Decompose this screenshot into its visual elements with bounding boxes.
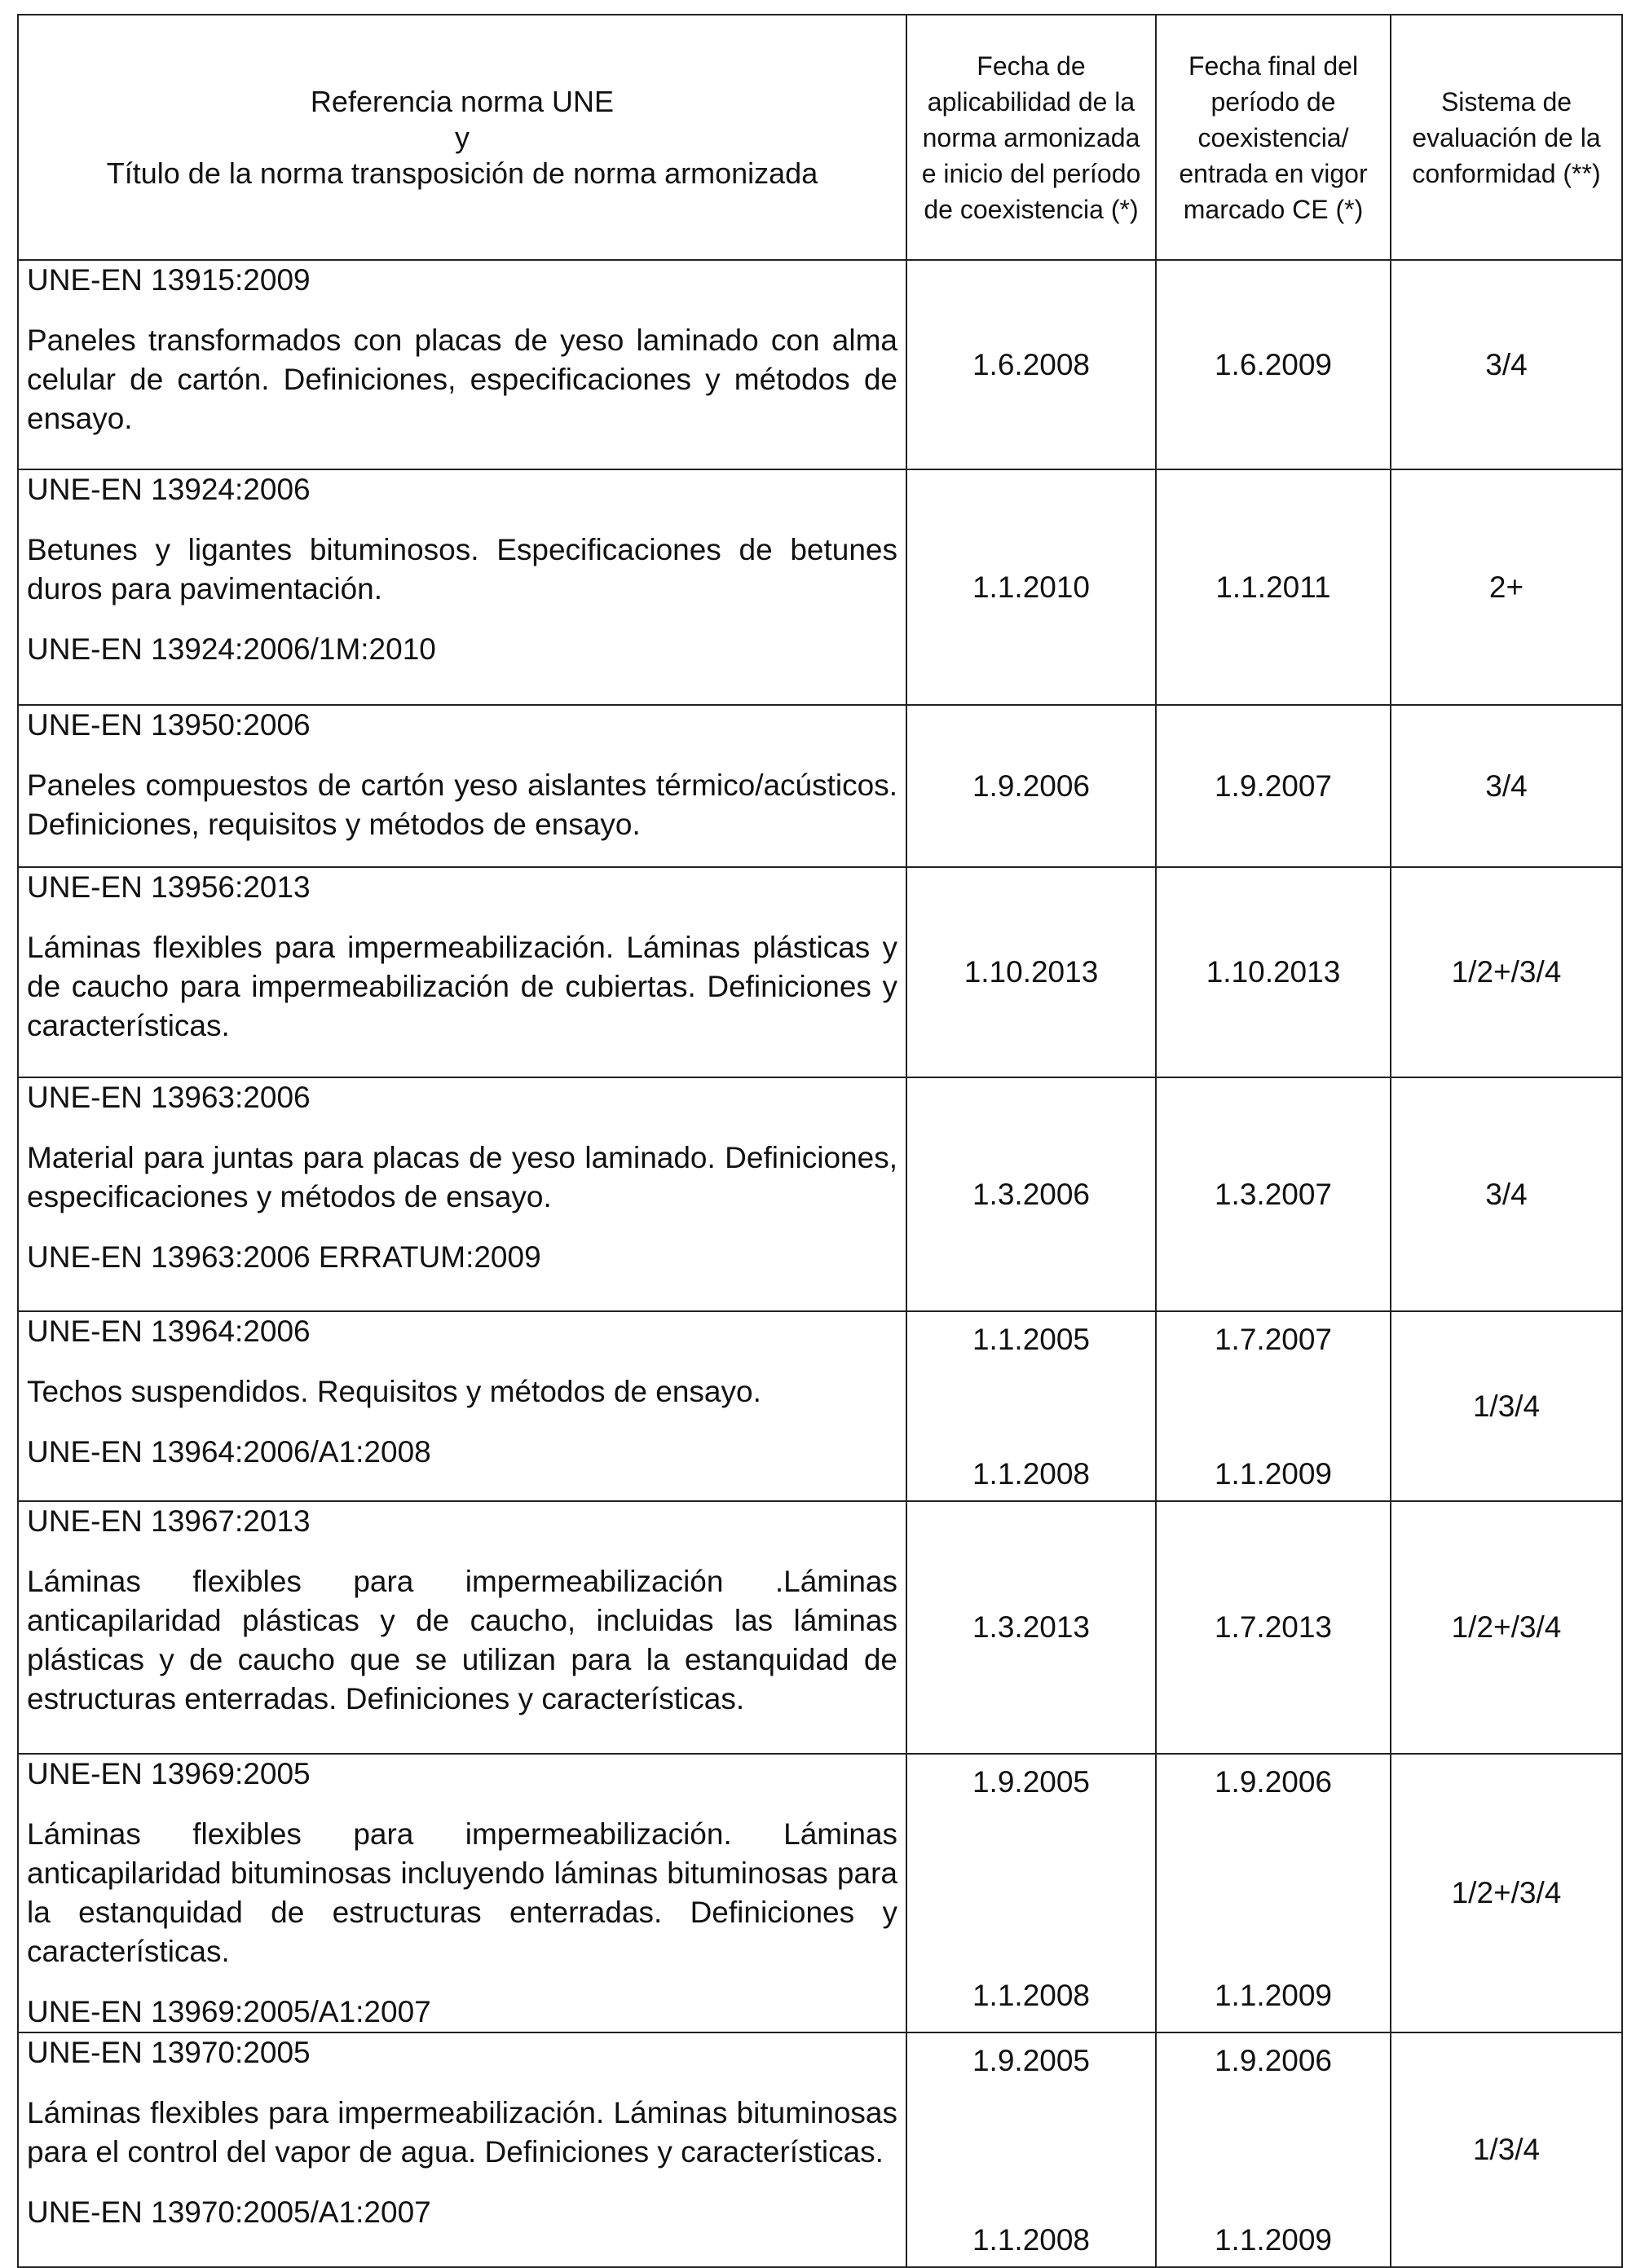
conformity-system: 1/2+/3/4 bbox=[1391, 1501, 1622, 1754]
table-row bbox=[18, 1501, 1622, 1754]
standard-reference-cell bbox=[18, 1077, 906, 1311]
table-row bbox=[18, 1077, 1622, 1311]
end-date: 1.10.2013 bbox=[1156, 867, 1391, 1077]
table-row bbox=[18, 867, 1622, 1077]
table-row bbox=[18, 1311, 1622, 1501]
header-reference bbox=[18, 15, 906, 260]
table-row bbox=[18, 705, 1622, 867]
standard-code: UNE-EN 13924:2006 bbox=[27, 473, 311, 506]
standard-reference-cell bbox=[18, 867, 906, 1077]
standard-amendment: UNE-EN 13964:2006/A1:2008 bbox=[27, 1435, 431, 1469]
start-date: 1.3.2006 bbox=[906, 1077, 1156, 1311]
end-date: 1.1.2011 bbox=[1156, 469, 1391, 705]
conformity-system: 3/4 bbox=[1391, 1077, 1622, 1311]
conformity-system: 3/4 bbox=[1391, 705, 1622, 867]
end-date: 1.7.2013 bbox=[1156, 1501, 1391, 1754]
header-reference-line3: Título de la norma transposición de norma armonizada bbox=[106, 156, 818, 190]
conformity-system: 1/3/4 bbox=[1391, 2032, 1622, 2267]
standard-title: Paneles transformados con placas de yeso laminado con alma celular de cartón. Definiciones, especificaciones y métodos de ensayo. bbox=[27, 324, 897, 435]
header-reference-line1: Referencia norma UNE bbox=[310, 84, 615, 118]
table-row bbox=[18, 1754, 1622, 2032]
start-date: 1.3.2013 bbox=[906, 1501, 1156, 1754]
end-date: 1.7.2007 bbox=[1214, 1323, 1333, 1356]
header-start-date: Fecha de aplicabilidad de la norma armonizada e inicio del período de coexistencia (*) bbox=[906, 15, 1156, 260]
standard-code: UNE-EN 13967:2013 bbox=[27, 1504, 311, 1538]
amendment-start-date: 1.1.2008 bbox=[972, 1457, 1091, 1491]
standard-title: Láminas flexibles para impermeabilización. Láminas plásticas y de caucho para impermeabilización de cubiertas. Definiciones y características. bbox=[27, 931, 897, 1042]
conformity-system: 1/3/4 bbox=[1391, 1311, 1622, 1501]
standard-code: UNE-EN 13964:2006 bbox=[27, 1315, 311, 1348]
harmonized-standards-table bbox=[17, 14, 1623, 2268]
standard-reference-cell bbox=[18, 1501, 906, 1754]
end-date: 1.9.2007 bbox=[1156, 705, 1391, 867]
standard-title: Techos suspendidos. Requisitos y métodos de ensayo. bbox=[27, 1375, 761, 1408]
end-date: 1.3.2007 bbox=[1156, 1077, 1391, 1311]
standard-reference-cell bbox=[18, 260, 906, 469]
start-date: 1.9.2006 bbox=[906, 705, 1156, 867]
amendment-end-date: 1.1.2009 bbox=[1214, 1979, 1333, 2012]
end-date: 1.9.2006 bbox=[1214, 2044, 1333, 2077]
start-date-cell bbox=[906, 2032, 1156, 2267]
table-row bbox=[18, 469, 1622, 705]
standard-title: Láminas flexibles para impermeabilización. Láminas anticapilaridad bituminosas incluyendo láminas bituminosas para la estanquidad de estructuras enterradas. Definiciones y características. bbox=[27, 1817, 897, 1968]
conformity-system: 1/2+/3/4 bbox=[1391, 867, 1622, 1077]
standard-code: UNE-EN 13969:2005 bbox=[27, 1757, 311, 1790]
standard-title: Paneles compuestos de cartón yeso aislantes térmico/acústicos. Definiciones, requisitos y métodos de ensayo. bbox=[27, 768, 897, 841]
conformity-system: 2+ bbox=[1391, 469, 1622, 705]
amendment-start-date: 1.1.2008 bbox=[972, 2223, 1091, 2257]
conformity-system: 1/2+/3/4 bbox=[1391, 1754, 1622, 2032]
end-date-cell bbox=[1156, 1754, 1391, 2032]
conformity-system: 3/4 bbox=[1391, 260, 1622, 469]
table-row bbox=[18, 2032, 1622, 2267]
standard-reference-cell bbox=[18, 705, 906, 867]
table-header-row bbox=[18, 15, 1622, 260]
standard-reference-cell bbox=[18, 469, 906, 705]
start-date: 1.10.2013 bbox=[906, 867, 1156, 1077]
standard-code: UNE-EN 13956:2013 bbox=[27, 870, 311, 904]
standard-reference-cell bbox=[18, 1754, 906, 2032]
standard-code: UNE-EN 13970:2005 bbox=[27, 2036, 311, 2069]
standard-title: Betunes y ligantes bituminosos. Especificaciones de betunes duros para pavimentación. bbox=[27, 533, 897, 606]
standard-code: UNE-EN 13950:2006 bbox=[27, 708, 311, 742]
standard-amendment: UNE-EN 13970:2005/A1:2007 bbox=[27, 2195, 431, 2229]
header-end-date: Fecha final del período de coexistencia/ entrada en vigor marcado CE (*) bbox=[1156, 15, 1391, 260]
start-date: 1.9.2005 bbox=[972, 2044, 1091, 2077]
standard-title: Láminas flexibles para impermeabilización. Láminas bituminosas para el control del vapor de agua. Definiciones y características. bbox=[27, 2096, 897, 2169]
standard-reference-cell bbox=[18, 1311, 906, 1501]
start-date-cell bbox=[906, 1754, 1156, 2032]
header-conformity-system: Sistema de evaluación de la conformidad (**) bbox=[1391, 15, 1622, 260]
start-date-cell bbox=[906, 1311, 1156, 1501]
end-date: 1.9.2006 bbox=[1214, 1765, 1333, 1799]
end-date-cell bbox=[1156, 2032, 1391, 2267]
start-date: 1.9.2005 bbox=[972, 1765, 1091, 1799]
end-date-cell bbox=[1156, 1311, 1391, 1501]
standard-title: Material para juntas para placas de yeso laminado. Definiciones, especificaciones y métodos de ensayo. bbox=[27, 1141, 897, 1213]
start-date: 1.6.2008 bbox=[906, 260, 1156, 469]
amendment-end-date: 1.1.2009 bbox=[1214, 1457, 1333, 1491]
standard-amendment: UNE-EN 13969:2005/A1:2007 bbox=[27, 1995, 431, 2028]
header-reference-line2: y bbox=[455, 120, 470, 154]
standard-amendment: UNE-EN 13963:2006 ERRATUM:2009 bbox=[27, 1240, 541, 1274]
standard-code: UNE-EN 13915:2009 bbox=[27, 263, 311, 297]
end-date: 1.6.2009 bbox=[1156, 260, 1391, 469]
standard-title: Láminas flexibles para impermeabilización .Láminas anticapilaridad plásticas y de caucho, incluidas las láminas plásticas y de caucho que se utilizan para la estanquidad de estructuras enterradas. Definiciones y características. bbox=[27, 1565, 897, 1715]
table-row bbox=[18, 260, 1622, 469]
standard-amendment: UNE-EN 13924:2006/1M:2010 bbox=[27, 632, 436, 666]
start-date: 1.1.2010 bbox=[906, 469, 1156, 705]
amendment-end-date: 1.1.2009 bbox=[1214, 2223, 1333, 2257]
amendment-start-date: 1.1.2008 bbox=[972, 1979, 1091, 2012]
standard-code: UNE-EN 13963:2006 bbox=[27, 1081, 311, 1114]
start-date: 1.1.2005 bbox=[972, 1323, 1091, 1356]
standard-reference-cell bbox=[18, 2032, 906, 2267]
